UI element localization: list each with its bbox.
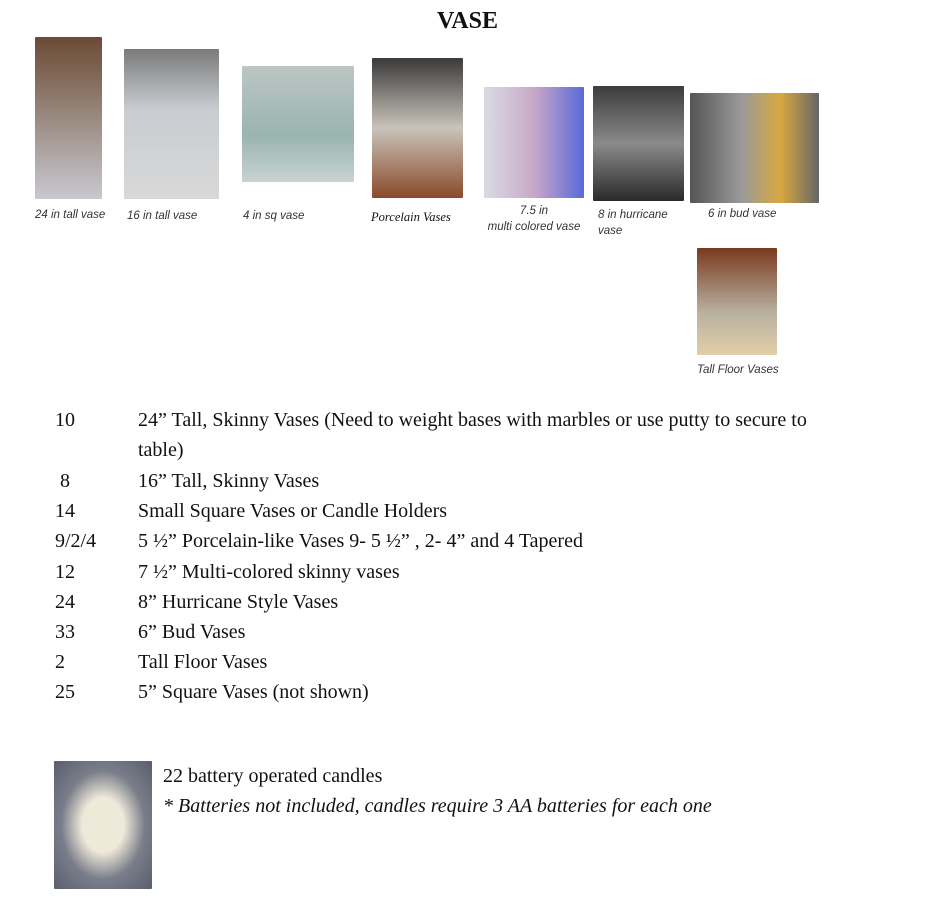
quantity: 25	[55, 681, 75, 703]
description: 16” Tall, Skinny Vases	[138, 470, 320, 492]
list-item	[55, 677, 838, 707]
caption	[598, 207, 668, 239]
photo-8in-hurricane-vase	[593, 86, 684, 201]
quantity: 14	[55, 500, 75, 522]
description: 8” Hurricane Style Vases	[138, 591, 339, 613]
caption-line: 7.5 in	[519, 205, 549, 217]
description: 6” Bud Vases	[138, 621, 246, 643]
list-item	[55, 526, 838, 556]
list-item	[55, 466, 838, 496]
quantity: 33	[55, 621, 75, 643]
quantity: 9/2/4	[55, 530, 97, 552]
description: Tall Floor Vases	[138, 651, 268, 673]
photo-4in-sq-vase	[242, 66, 354, 182]
quantity: 10	[55, 409, 75, 431]
quantity: 8	[55, 470, 70, 492]
list-item	[55, 617, 838, 647]
quantity: 24	[55, 591, 75, 613]
list-item	[55, 647, 838, 677]
photo-porcelain-vases	[372, 58, 463, 198]
quantity: 12	[55, 561, 75, 583]
photo-multi-colored-vase	[484, 87, 584, 198]
list-item	[55, 587, 838, 617]
quantity: 2	[55, 651, 65, 673]
caption-line: vase	[598, 225, 623, 237]
caption: Porcelain Vases	[371, 210, 451, 224]
page-title: VASE	[437, 8, 498, 34]
description: 5 ½” Porcelain-like Vases 9- 5 ½” , 2- 4” and 4 Tapered	[138, 530, 583, 552]
list-item	[55, 496, 838, 526]
candles-note: * Batteries not included, candles require 3 AA batteries for each one	[163, 795, 712, 817]
caption: 16 in tall vase	[127, 210, 198, 222]
description: Small Square Vases or Candle Holders	[138, 500, 448, 522]
caption: 6 in bud vase	[708, 208, 777, 220]
description: 5” Square Vases (not shown)	[138, 681, 369, 703]
caption-line: multi colored vase	[487, 221, 581, 233]
description: 7 ½” Multi-colored skinny vases	[138, 561, 400, 583]
caption: 24 in tall vase	[35, 209, 106, 221]
photo-6in-bud-vase	[690, 93, 819, 203]
photo-battery-candle	[54, 761, 152, 889]
list-item	[55, 557, 838, 587]
caption: 4 in sq vase	[243, 210, 305, 222]
candles-count: 22 battery operated candles	[163, 765, 383, 787]
caption: Tall Floor Vases	[697, 364, 779, 376]
photo-16in-tall-vase	[124, 49, 219, 199]
photo-24in-tall-vase	[35, 37, 102, 199]
photo-tall-floor-vases	[697, 248, 777, 355]
list-item	[55, 405, 838, 465]
description: 24” Tall, Skinny Vases (Need to weight bases with marbles or use putty to secure to table)	[138, 409, 807, 461]
caption-line: 8 in hurricane	[598, 209, 668, 221]
caption	[484, 203, 584, 235]
